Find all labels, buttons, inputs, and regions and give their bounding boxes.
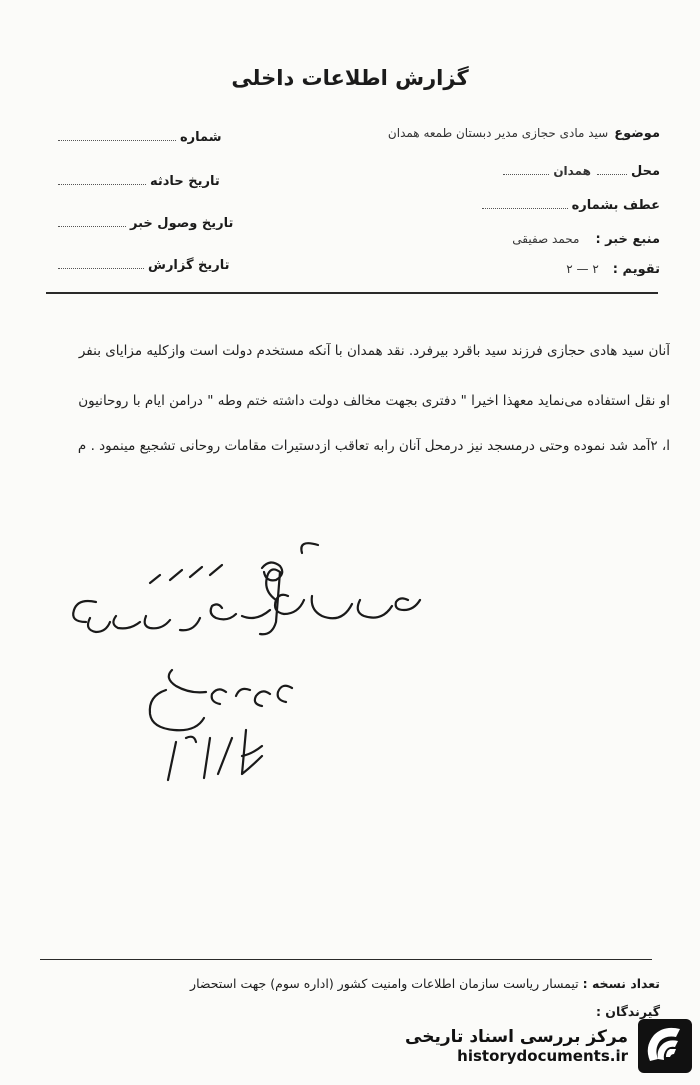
subject-label: موضوع [614,126,660,141]
location-label: محل [630,164,660,179]
report-date-label: تاریخ گزارش [148,258,230,273]
source-value: محمد صفیقی [512,232,580,246]
incident-date-label: تاریخ حادثه [150,174,220,189]
ink-stroke [150,690,204,730]
location-value: همدان [553,164,591,178]
news-received-date-label: تاریخ وصول خبر [130,216,234,231]
recipients-label: گیرندگان : [595,1004,660,1019]
number-label: شماره [180,130,222,145]
ink-stroke [169,670,292,706]
copies-label: تعداد نسخه : [582,976,660,991]
evaluation-label: تقویم : [612,262,660,277]
ink-stroke [168,730,262,780]
source-label: منبع خبر : [595,232,660,247]
copies-field [190,976,660,991]
reference-label: عطف بشماره [571,198,660,213]
footer-divider [40,959,652,960]
subject-value: سید مادی حجازی مدیر دبستان طمعه همدان [387,126,609,140]
report-title: گزارش اطلاعات داخلی [231,66,469,90]
watermark-url: historydocuments.ir [457,1047,628,1065]
ink-stroke [88,595,420,632]
ink-stroke [150,565,222,583]
document-center-logo-icon [636,1017,694,1075]
watermark-name: مرکز بررسی اسناد تاریخی [405,1027,628,1047]
body-line-3: ا، ۲آمد شد نموده وحتی درمسجد نیز درمحل آنان رابه تعاقب ازدستیرات مقامات روحانی تشجیع مینمود . م [77,438,670,454]
body-line-1: آنان سید هادی حجازی فرزند سید باقرد بیرفرد. نقد همدان با آنکه مستخدم دولت است وازکلیه مزایای بنفر [78,343,670,359]
body-line-2: او نقل استفاده می‌نماید معهذا اخیرا " دفتری بجهت مخالف دولت داشته ختم وطه " درامن ایام با روحانیون [78,393,670,409]
watermark [404,1011,694,1081]
copies-value: تیمسار ریاست سازمان اطلاعات وامنیت کشور (اداره سوم) جهت استحضار [190,976,579,991]
ink-stroke [301,543,318,553]
evaluation-value: ۲ — ۲ [566,262,599,276]
ink-stroke [73,601,96,622]
